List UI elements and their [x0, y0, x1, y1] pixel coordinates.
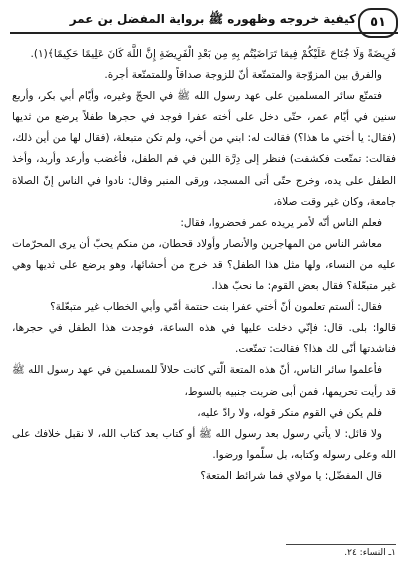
page-number: ٥١ [358, 8, 398, 38]
paragraph: والفرق بين المزوّجة والمتمتّعة أنّ للزوجة صداقاً وللمتمتّعة أجرة. [104, 69, 382, 82]
footnote: ١ـ النساء: ٢٤. [344, 548, 396, 558]
paragraph: فتمتّع سائر المسلمين على عهد رسول الله ﷺ في الحجّ وغيره، وأيّام أبي بكر، وأربع سنين في أيّام عمر، حتّى دخل على أخته عفرا فوجد في حجرها طفلاً يرضع من ثديها (فقال: يا أختي ما هذا؟) فقالت له: ابني من أخي، ولم تكن متبعلة، (فقال لها من أين ذلك، فقالت: تمتّعت فكشفت) فنظر إلى دِرَّة اللبن في فم الطفل، فأغضب وأرعد وأربد، وأخذ الطفل على يده، وخرج حتّى أتى المسجد، ورقى المنبر وقال: نادوا في الناس إنّ الصلاة جامعة، وكان غير وقت صلاة، [12, 90, 396, 208]
paragraph: معاشر الناس من المهاجرين والأنصار وأولاد قحطان، من منكم يحبّ أن يرى المحرّمات عليه من النساء، ولها مثل هذا الطفل؟ قد خرج من أحشائها، وهو يرضع على ثديها وهي غير متبعّلة؟ فقال بعض القوم: ما نحبّ هذا. [12, 237, 396, 293]
paragraph: فلم يكن في القوم منكر قوله، ولا رادّ عليه، [197, 406, 382, 419]
running-title: كيفية خروجه وظهوره ﷺ برواية المفضل بن عمر [69, 12, 356, 26]
footnote-rule [286, 544, 396, 545]
page-header [10, 8, 398, 36]
paragraph: فقال: ألستم تعلمون أنّ أختي عفرا بنت حنتمة أمّي وأبي الخطاب غير متبعّلة؟ [50, 301, 382, 314]
paragraph: قال المفضّل: يا مولاي فما شرائط المتعة؟ [200, 469, 382, 482]
paragraph: فعلم الناس أنّه لأمر يريده عمر فحضروا، فقال: [180, 216, 382, 229]
paragraph: قالوا: بلى. قال: فإنّي دخلت عليها في هذه الساعة، فوجدت هذا الطفل في حجرها، فناشدتها أنّى لك هذا؟ فقالت: تمتّعت. [12, 322, 396, 356]
body-text [12, 44, 396, 487]
paragraph: فَرِيضَةً وَلَا جُنَاحَ عَلَيْكُمْ فِيمَا تَرَاضَيْتُم بِهِ مِن بَعْدِ الْفَرِيضَةِ إِنَّ اللَّهَ كَانَ عَلِيمًا حَكِيمًا﴾(١). [30, 48, 396, 60]
paragraph: ولا قائل: لا يأتي رسول بعد رسول الله ﷺ أو كتاب بعد كتاب الله، لا نقبل خلافك على الله وعلى رسوله وكتابه، بل سلّموا ورضوا. [12, 427, 396, 461]
header-rule [10, 32, 398, 34]
paragraph: فأعلموا سائر الناس، أنّ هذه المتعة الّتي كانت حلالاً للمسلمين في عهد رسول الله ﷺ قد رأيت تحريمها، فمن أبى ضربت جنبيه بالسوط، [12, 364, 396, 398]
